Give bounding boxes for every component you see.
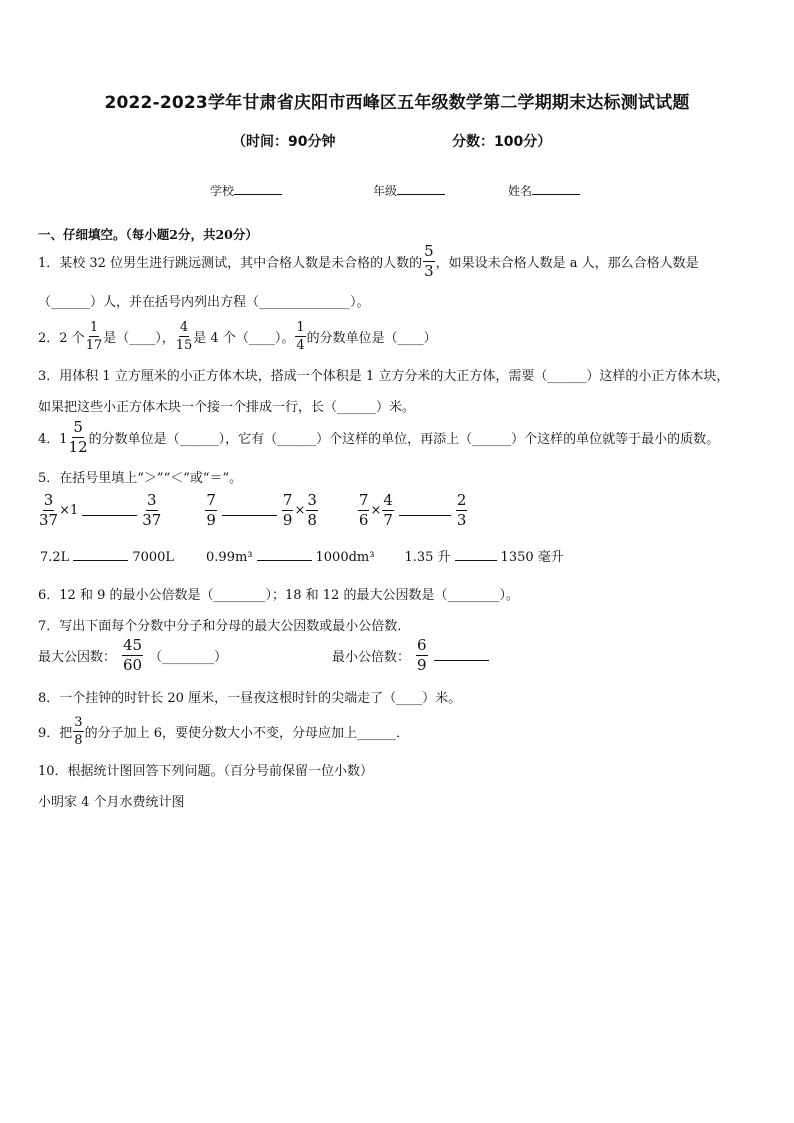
- page-title: 2022-2023学年甘肃省庆阳市西峰区五年级数学第二学期期末达标测试试题: [104, 93, 690, 113]
- q5-label: 5．在括号里填上“＞”“＜”或“＝”。: [38, 471, 243, 486]
- grade-field: [373, 182, 445, 199]
- q5-r2-e: 1.35 升: [404, 550, 451, 565]
- q7-gcd-fraction: $\frac{45}{60}$: [123, 636, 143, 674]
- school-label: 学校: [210, 184, 235, 198]
- question-6: 6．12 和 9 的最小公倍数是（________）；18 和 12 的最大公因数是（________）。: [38, 588, 519, 603]
- q2-fraction-1: $\frac{1}{17}$: [85, 320, 103, 353]
- q5-frac-f: $\frac{2}{3}$: [456, 491, 467, 529]
- q2-text-d: 的分数单位是（____）: [306, 331, 437, 346]
- name-label: 姓名: [508, 184, 533, 198]
- q7-lcm-label: 最小公倍数：: [332, 650, 411, 665]
- q5-op-a: ×1: [59, 503, 79, 518]
- question-8: 8．一个挂钟的时针长 20 厘米，一昼夜这根时针的尖端走了（____）米。: [38, 691, 462, 706]
- q7-gcd-label: 最大公因数：: [38, 650, 117, 665]
- q7-label: 7．写出下面每个分数中分子和分母的最大公因数或最小公倍数．: [38, 619, 411, 634]
- q5-r2-f: 1350 毫升: [500, 550, 564, 565]
- q9-text-a: 9．把: [38, 726, 73, 741]
- q5-blank-5[interactable]: [257, 549, 312, 561]
- q4-fraction: $\frac{5}{12}$: [68, 418, 88, 456]
- q1-line2: （______）人，并在括号内列出方程（______________）。: [38, 295, 370, 310]
- q5-frac-a: $\frac{3}{37}$: [39, 491, 59, 529]
- q5-r2-c: 0.99m³: [206, 550, 253, 565]
- q5-blank-3[interactable]: [399, 504, 451, 516]
- q7-lcm: [332, 638, 489, 673]
- school-field: [210, 182, 282, 199]
- q5-blank-2[interactable]: [222, 504, 277, 516]
- q9-fraction: $\frac{3}{8}$: [74, 715, 83, 748]
- q5-blank-1[interactable]: [82, 504, 137, 516]
- q1-text-a: 1．某校 32 位男生进行跳远测试，其中合格人数是未合格的人数的: [38, 256, 423, 271]
- name-blank[interactable]: [532, 182, 580, 195]
- question-10: 10．根据统计图回答下列问题。（百分号前保留一位小数）: [38, 764, 374, 779]
- q2-fraction-2: $\frac{4}{15}$: [175, 320, 193, 353]
- question-4: [38, 420, 719, 455]
- q5-r2-d: 1000dm³: [315, 550, 375, 565]
- section-heading: 一、仔细填空。（每小题2分，共20分）: [38, 227, 258, 242]
- grade-blank[interactable]: [397, 182, 445, 195]
- q2-text-a: 2．2 个: [38, 331, 85, 346]
- q7-gcd: [38, 638, 227, 673]
- q7-lcm-blank[interactable]: [434, 649, 489, 661]
- q4-text-b: 的分数单位是（______），它有（______）个这样的单位，再添上（______）个这样的单位就等于最小的质数。: [88, 432, 720, 447]
- q5-r2-b: 7000L: [132, 550, 175, 565]
- q2-text-b: 是（____），: [103, 331, 175, 346]
- q1-text-b: ，如果设未合格人数是 a 人，那么合格人数是: [435, 256, 699, 271]
- q5-frac-d1: $\frac{7}{9}$: [282, 491, 293, 529]
- q5-frac-b: $\frac{3}{37}$: [142, 491, 162, 529]
- score-label: 分数：100分）: [452, 134, 552, 150]
- question-1: [38, 244, 699, 279]
- q7-lcm-fraction: $\frac{6}{9}$: [417, 636, 427, 674]
- name-field: [508, 182, 580, 199]
- chart-caption: 小明家 4 个月水费统计图: [38, 795, 185, 810]
- q5-blank-4[interactable]: [73, 549, 128, 561]
- q3-line1: 3．用体积 1 立方厘米的小正方体木块，搭成一个体积是 1 立方分米的大正方体，需要（______）这样的小正方体木块，: [38, 369, 730, 384]
- q5-blank-6[interactable]: [455, 549, 497, 561]
- q5-frac-e2: $\frac{4}{7}$: [383, 491, 393, 529]
- q1-fraction: $\frac{5}{3}$: [424, 242, 434, 280]
- q5-r2-a: 7.2L: [40, 550, 70, 565]
- q5-op-e: ×: [370, 503, 382, 518]
- question-9: [38, 716, 409, 747]
- q5-frac-e1: $\frac{7}{6}$: [358, 491, 369, 529]
- q5-row-2: [40, 546, 564, 565]
- grade-label: 年级: [373, 184, 398, 198]
- q2-text-c: 是 4 个（____）。: [193, 331, 295, 346]
- question-2: [38, 321, 437, 352]
- q5-op-d: ×: [294, 503, 306, 518]
- q5-frac-d2: $\frac{3}{8}$: [307, 491, 317, 529]
- q3-line2: 如果把这些小正方体木块一个接一个排成一行，长（______）米。: [38, 400, 416, 415]
- q2-fraction-3: $\frac{1}{4}$: [296, 320, 305, 353]
- q5-frac-c: $\frac{7}{9}$: [206, 491, 216, 529]
- school-blank[interactable]: [234, 182, 282, 195]
- q4-text-a: 4．1: [38, 432, 68, 447]
- time-label: （时间：90分钟: [232, 134, 336, 150]
- q9-text-b: 的分子加上 6，要使分数大小不变，分母应加上______．: [84, 726, 409, 741]
- q5-row-1: [38, 493, 468, 528]
- q7-gcd-blank: （________）: [149, 650, 228, 665]
